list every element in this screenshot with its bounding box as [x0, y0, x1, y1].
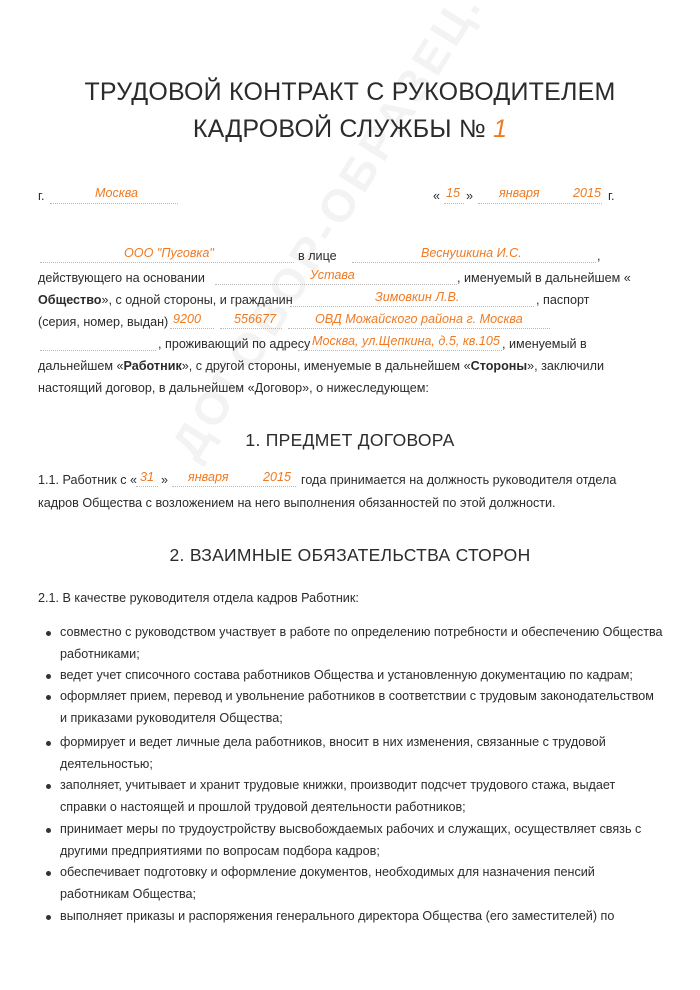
- document-title-line1: ТРУДОВОЙ КОНТРАКТ С РУКОВОДИТЕЛЕМ: [84, 78, 616, 106]
- passport-issued-field[interactable]: ОВД Можайского района г. Москва: [315, 312, 523, 326]
- city-field[interactable]: Москва: [95, 186, 139, 200]
- bullet-icon: [46, 631, 51, 636]
- watermark: [160, 0, 522, 469]
- company-field[interactable]: ООО "Пуговка": [124, 246, 214, 260]
- passport-series-field[interactable]: 9200: [173, 312, 202, 326]
- start-year-field[interactable]: 2015: [263, 470, 292, 484]
- document-title-line2: КАДРОВОЙ СЛУЖБЫ № 1: [192, 115, 508, 143]
- basis-field[interactable]: Устава: [310, 268, 355, 282]
- bullet-icon: [46, 915, 51, 920]
- address-field[interactable]: Москва, ул.Щепкина, д.5, кв.105: [312, 334, 500, 348]
- section2-heading: 2. ВЗАИМНЫЕ ОБЯЗАТЕЛЬСТВА СТОРОН: [169, 545, 531, 565]
- bullet-icon: [46, 871, 51, 876]
- bullet-icon: [46, 784, 51, 789]
- bullet-icon: [46, 741, 51, 746]
- section1-heading: 1. ПРЕДМЕТ ДОГОВОРА: [245, 430, 455, 450]
- passport-number-field[interactable]: 556677: [234, 312, 277, 326]
- bullet-icon: [46, 695, 51, 700]
- contract-number[interactable]: 1: [493, 115, 508, 143]
- date-day-field[interactable]: 15: [446, 186, 461, 200]
- start-day-field[interactable]: 31: [140, 470, 155, 484]
- bullet-icon: [46, 674, 51, 679]
- representative-field[interactable]: Веснушкина И.С.: [421, 246, 522, 260]
- start-month-field[interactable]: января: [188, 470, 229, 484]
- date-month-field[interactable]: января: [499, 186, 540, 200]
- date-year-field[interactable]: 2015: [573, 186, 602, 200]
- document-page: ТРУДОВОЙ КОНТРАКТ С РУКОВОДИТЕЛЕМ КАДРОВОЙ СЛУЖБЫ № 1 г. Москва « 15 » января 2015 г. ООО "Пуговка" в лице Веснушкина И.С. , действующего на основании Устава , именуемый в дальнейшем « Общество», с одной стороны, и гражданин Зимовкин Л.В. , паспорт (серия, номер, выдан) 9200 556677 ОВД Можайского района г. Москва , проживающий по адресу Москва, ул.Щепкина, д.5, кв.105 , именуемый в дальнейшем «Работник», с другой стороны, именуемые в дальнейшем «Стороны», заключили настоящий договор, в дальнейшем «Договор», о нижеследующем: 1. ПРЕДМЕТ ДОГОВОРА 1.1. Работник с « 31 » января 2015 года принимается на должность руководителя отдела кадров Общества с возложением на него выполнения обязанностей по этой должности. 2. ВЗАИМНЫЕ ОБЯЗАТЕЛЬСТВА СТОРОН 2.1. В качестве руководителя отдела кадров Работник: совместно с руководством участвует в работе по определению потребности и обеспечению Общества работниками; ведет учет списочного состава работников Общества и установленную документацию по кадрам; оформляет прием, перевод и увольнение работников в соответствии с трудовым законодательством и приказами руководителя Общества; формирует и ведет личные дела работников, вносит в них изменения, связанные с трудовой деятельностью; заполняет, учитывает и хранит трудовые книжки, производит подсчет трудового стажа, выдает справки о настоящей и прошлой трудовой деятельности работников; принимает меры по трудоустройству высвобождаемых рабочих и служащих, осуществляет связь с другими предприятиями по вопросам подбора кадров; обеспечивает подготовку и оформление документов, необходимых для назначения пенсий работникам Общества; выполняет приказы и распоряжения генерального директора Общества (его заместителей) по: [0, 0, 700, 990]
- citizen-field[interactable]: Зимовкин Л.В.: [375, 290, 460, 304]
- bullet-icon: [46, 828, 51, 833]
